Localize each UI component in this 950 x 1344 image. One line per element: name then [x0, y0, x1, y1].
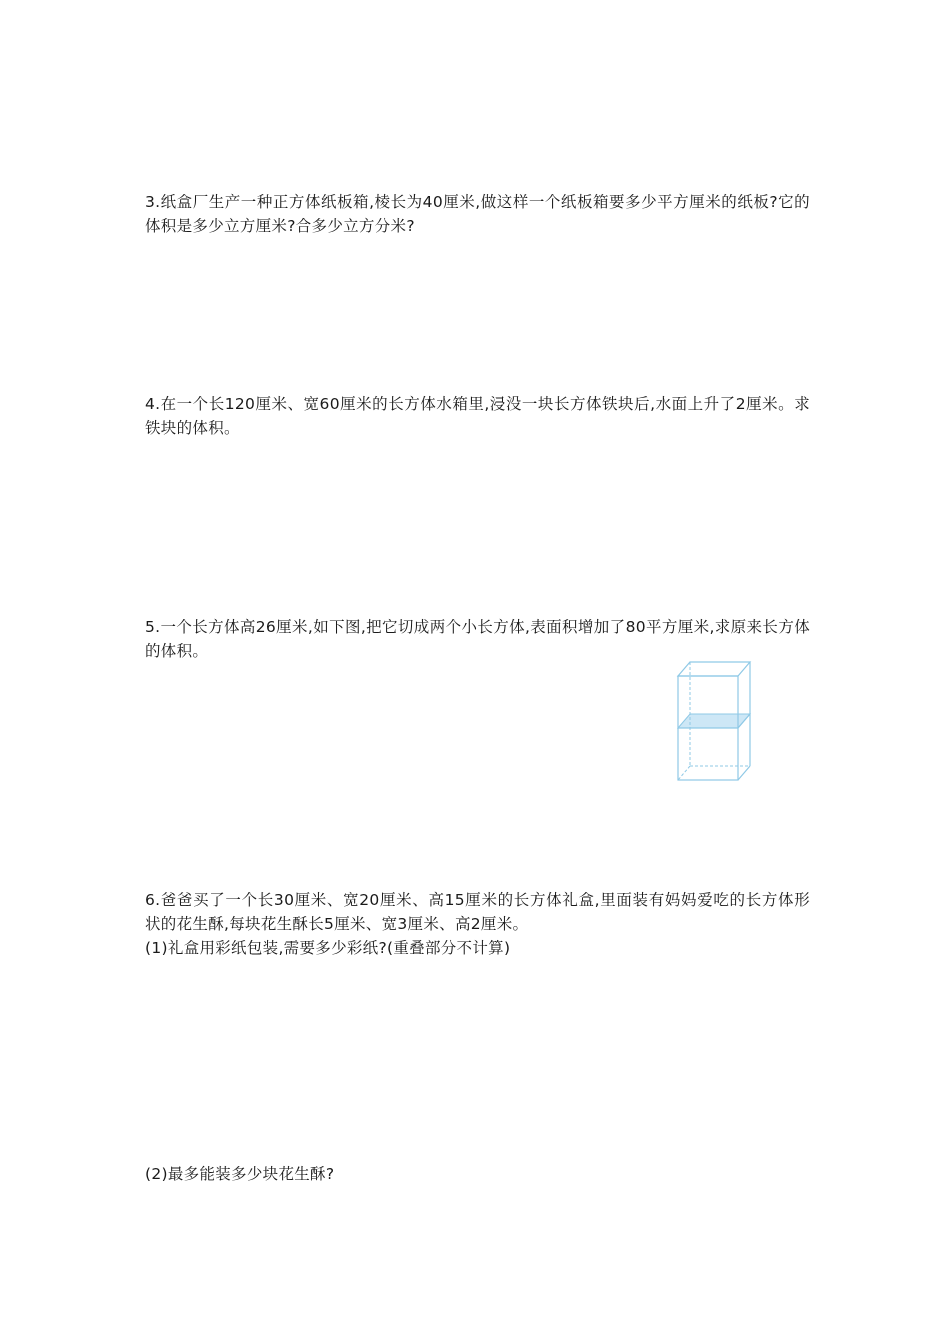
- problem-4: [145, 392, 810, 440]
- problem-6-part-2: [145, 1162, 810, 1186]
- problem-6-text: 6.爸爸买了一个长30厘米、宽20厘米、高15厘米的长方体礼盒,里面装有妈妈爱吃的长方体形状的花生酥,每块花生酥长5厘米、宽3厘米、高2厘米。: [145, 891, 810, 933]
- problem-6-subquestion-2: (2)最多能装多少块花生酥?: [145, 1165, 335, 1183]
- problem-3-text: 3.纸盒厂生产一种正方体纸板箱,棱长为40厘米,做这样一个纸板箱要多少平方厘米的纸板?它的体积是多少立方厘米?合多少立方分米?: [145, 193, 810, 235]
- problem-5: [145, 615, 810, 663]
- problem-3: [145, 190, 810, 238]
- problem-4-text: 4.在一个长120厘米、宽60厘米的长方体水箱里,浸没一块长方体铁块后,水面上升了2厘米。求铁块的体积。: [145, 395, 810, 437]
- problem-6-subquestion-1: (1)礼盒用彩纸包装,需要多少彩纸?(重叠部分不计算): [145, 939, 511, 957]
- problem-6: [145, 888, 810, 960]
- problem-5-text: 5.一个长方体高26厘米,如下图,把它切成两个小长方体,表面积增加了80平方厘米,求原来长方体的体积。: [145, 618, 810, 660]
- cuboid-cut-figure: [672, 658, 756, 786]
